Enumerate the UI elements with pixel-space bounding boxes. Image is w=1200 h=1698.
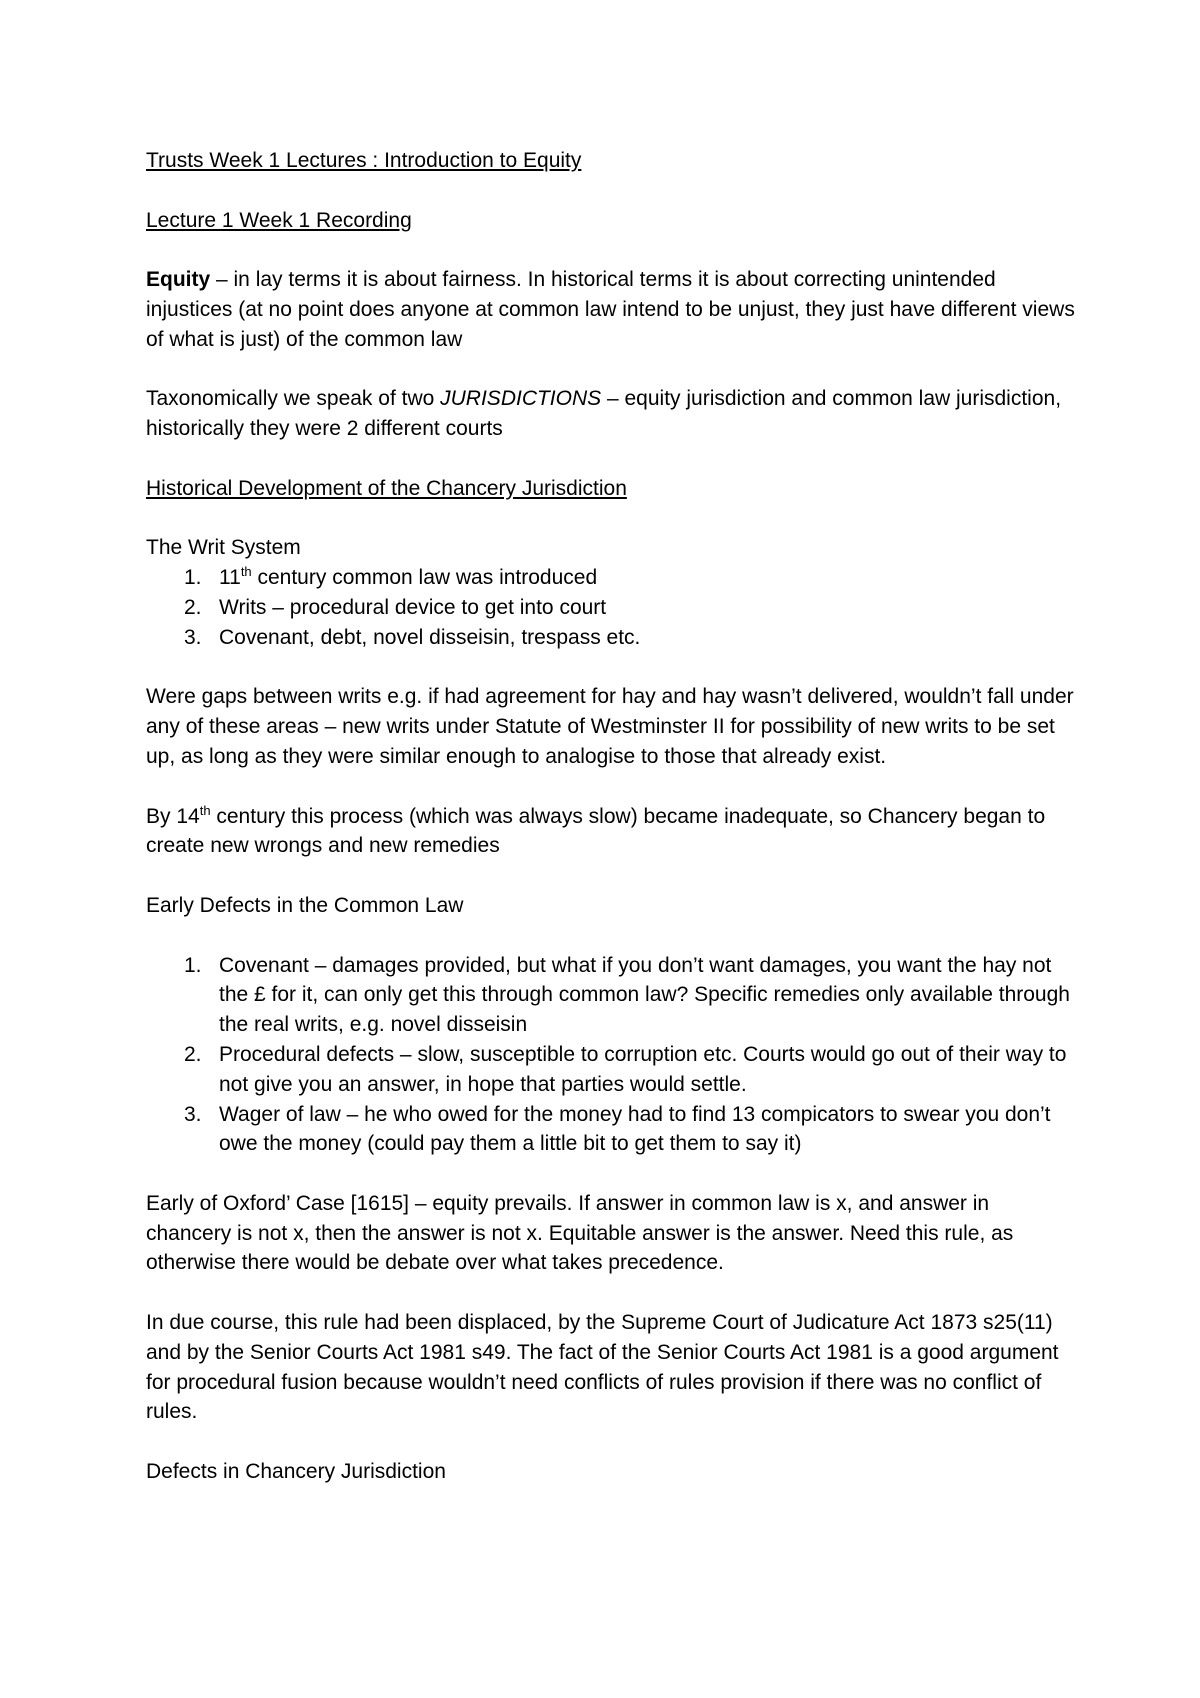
- list-number: 3.: [184, 1102, 202, 1126]
- list-number: 1.: [184, 566, 202, 590]
- list-number: 2.: [184, 1042, 202, 1066]
- list-item: [146, 623, 1076, 653]
- list-number: 3.: [184, 625, 202, 649]
- defects-chancery-heading: Defects in Chancery Jurisdiction: [146, 1460, 446, 1484]
- writ-system-heading: The Writ System: [146, 536, 301, 560]
- taxonomy-before: Taxonomically we speak of two: [146, 387, 441, 411]
- list-number: 1.: [184, 953, 202, 977]
- document-title: Trusts Week 1 Lectures : Introduction to Equity: [146, 149, 582, 172]
- defects-common-heading: Early Defects in the Common Law: [146, 893, 464, 917]
- equity-text: – in lay terms it is about fairness. In historical terms it is about correcting unintended injustices (at no point does anyone at common law intend to be unjust, they just have different views of what is just) of the common law: [146, 268, 1075, 351]
- list-number: 2.: [184, 595, 202, 619]
- list-text-post: century common law was introduced: [251, 566, 598, 590]
- superscript: th: [199, 802, 211, 818]
- taxonomy-after: – equity jurisdiction and common law jurisdiction, historically they were 2 different courts: [146, 387, 1062, 441]
- document-body: [146, 146, 1076, 1517]
- list-text: Procedural defects – slow, susceptible to corruption etc. Courts would go out of their way to not give you an answer, in hope that parties would settle.: [219, 1042, 1067, 1096]
- superscript: th: [240, 564, 252, 580]
- section-heading: Historical Development of the Chancery Jurisdiction: [146, 476, 627, 500]
- equity-paragraph: [146, 265, 1076, 354]
- equity-term: Equity: [146, 268, 211, 292]
- list-item: [146, 1040, 1076, 1100]
- list-text: Writs – procedural device to get into court: [219, 595, 607, 619]
- list-item: [146, 593, 1076, 623]
- defects-common-list: [146, 951, 1076, 1160]
- list-text: Covenant – damages provided, but what if you don’t want damages, you want the hay not the £ for it, can only get this through common law? Specific remedies only available through the real writs, e.g. novel disseisin: [219, 953, 1070, 1037]
- list-item: [146, 951, 1076, 1040]
- century-pre: By 14: [146, 804, 200, 828]
- lecture-subtitle: Lecture 1 Week 1 Recording: [146, 208, 412, 232]
- list-text: Wager of law – he who owed for the money had to find 13 compicators to swear you don’t owe the money (could pay them a little bit to get them to say it): [219, 1102, 1051, 1156]
- list-item: [146, 1100, 1076, 1160]
- writ-system-list: [146, 563, 1076, 652]
- oxford-case-paragraph: Early of Oxford’ Case [1615] – equity prevails. If answer in common law is x, and answer in chancery is not x, then the answer is not x. Equitable answer is the answer. Need this rule, as otherwise there would be debate over what takes precedence.: [146, 1191, 1014, 1275]
- gaps-paragraph: Were gaps between writs e.g. if had agreement for hay and hay wasn’t delivered, wouldn’t fall under any of these areas – new writs under Statute of Westminster II for possibility of new writs to be set up, as long as they were similar enough to analogise to those that already exist.: [146, 685, 1074, 768]
- taxonomy-italic: JURISDICTIONS: [440, 387, 602, 411]
- taxonomy-paragraph: [146, 384, 1076, 444]
- century-post: century this process (which was always slow) became inadequate, so Chancery began to create new wrongs and new remedies: [146, 804, 1046, 858]
- list-text-pre: 11: [219, 566, 241, 590]
- list-text: Covenant, debt, novel disseisin, trespass etc.: [219, 625, 641, 649]
- list-item: [146, 563, 1076, 593]
- due-course-paragraph: In due course, this rule had been displaced, by the Supreme Court of Judicature Act 1873 s25(11) and by the Senior Courts Act 1981 s49. The fact of the Senior Courts Act 1981 is a good argument for procedural fusion because wouldn’t need conflicts of rules provision if there was no conflict of rules.: [146, 1311, 1059, 1424]
- century-paragraph: [146, 802, 1076, 862]
